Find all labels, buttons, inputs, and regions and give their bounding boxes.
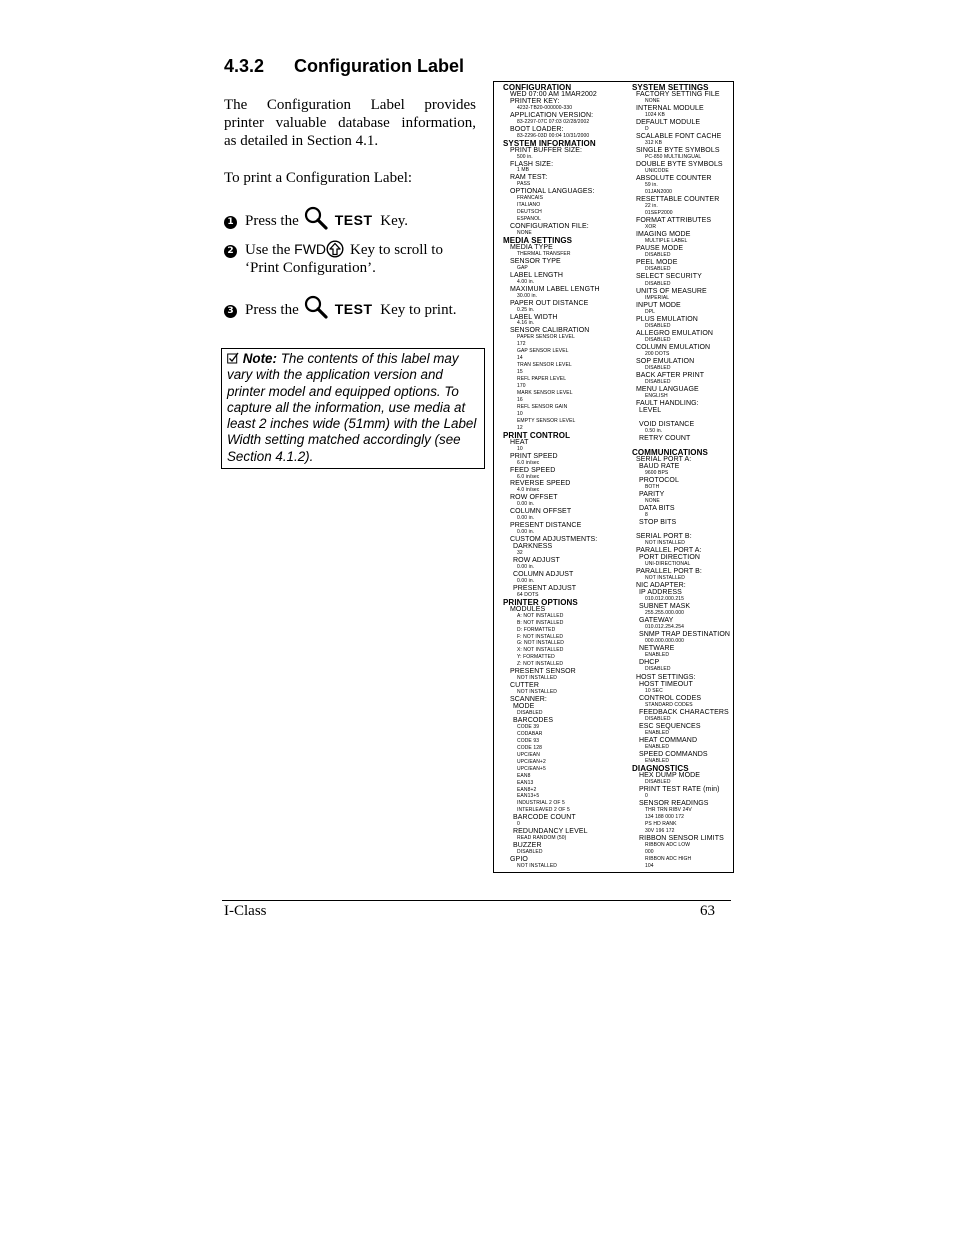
config-value: 0.00 in.	[517, 577, 535, 584]
test-key-label: TEST	[334, 212, 373, 228]
config-field-label: FLASH SIZE:	[510, 160, 554, 168]
config-section-heading: DIAGNOSTICS	[632, 763, 689, 773]
config-field-label: PARITY	[639, 491, 665, 499]
step-3-marker: 3	[224, 305, 237, 318]
config-field-label: WED 07:00 AM 1MAR2002	[510, 90, 597, 98]
config-section-heading: SYSTEM SETTINGS	[632, 83, 709, 92]
config-value: 6.0 in/sec	[517, 459, 540, 466]
config-value: NONE	[517, 230, 532, 237]
config-value: GAP	[517, 264, 528, 271]
config-field-label: INTERNAL MODULE	[636, 105, 704, 113]
config-field-label: PLUS EMULATION	[636, 315, 698, 323]
config-field-label: PRESENT ADJUST	[513, 584, 577, 592]
config-value: DISABLED	[645, 252, 671, 259]
configuration-label-left-column	[494, 82, 618, 872]
config-field-label: HEX DUMP MODE	[639, 771, 701, 779]
config-value: 59 in.	[645, 182, 658, 189]
config-value: 10 SEC	[645, 687, 663, 694]
config-value: EAN8+2	[517, 786, 537, 793]
config-field-label: PAPER OUT DISTANCE	[510, 299, 589, 307]
fwd-key-label: FWD	[294, 241, 327, 257]
config-field-label: GPIO	[510, 856, 528, 864]
config-field-label: PORT DIRECTION	[639, 554, 701, 562]
step-1-pre: Press the	[245, 213, 299, 229]
config-field-label: FACTORY SETTING FILE	[636, 91, 720, 99]
config-section-heading: SYSTEM INFORMATION	[503, 138, 596, 148]
config-value: DISABLED	[645, 266, 671, 273]
config-value: G: NOT INSTALLED	[517, 640, 564, 647]
config-field-label: SERIAL PORT A:	[636, 455, 692, 463]
config-value: ENABLED	[645, 757, 670, 764]
config-value: UPC/EAN+2	[517, 758, 546, 765]
config-value: X: NOT INSTALLED	[517, 647, 564, 654]
config-value: 0.50 in.	[645, 427, 663, 434]
config-field-label: COLUMN OFFSET	[510, 508, 572, 516]
config-field-label: SELECT SECURITY	[636, 273, 702, 281]
config-value: 83-2297-07C 07:03 02/28/2002	[517, 118, 590, 125]
config-field-label: PRINTER KEY:	[510, 97, 560, 105]
config-value: 32	[517, 550, 523, 557]
config-value: 9600 BPS	[645, 469, 669, 476]
config-value: 15	[517, 369, 523, 376]
config-field-label: SERIAL PORT B:	[636, 533, 692, 541]
config-value: BOTH	[645, 484, 660, 491]
config-field-label: RETRY COUNT	[639, 434, 691, 442]
config-value: MULTIPLE LABEL	[645, 238, 688, 245]
config-value: STANDARD CODES	[645, 701, 693, 708]
config-field-label: HEAT	[510, 438, 529, 446]
config-value: IMPERIAL	[645, 294, 670, 301]
config-value: XOR	[645, 224, 657, 231]
intro-line-2: printer valuable database information,	[224, 115, 476, 131]
config-field-label: SPEED COMMANDS	[639, 750, 708, 758]
step-2-post: Key to scroll to	[350, 242, 443, 258]
config-field-label: CONFIGURATION FILE:	[510, 223, 589, 231]
config-value: PS HD RANK	[645, 820, 677, 827]
config-field-label: MEDIA TYPE	[510, 243, 553, 251]
config-field-label: SINGLE BYTE SYMBOLS	[636, 147, 720, 155]
config-field-label: FORMAT ATTRIBUTES	[636, 217, 712, 225]
config-field-label: LABEL LENGTH	[510, 271, 564, 279]
config-section-heading: CONFIGURATION	[503, 83, 572, 92]
config-value: ENABLED	[645, 743, 670, 750]
config-field-label: RESETTABLE COUNTER	[636, 196, 720, 204]
config-value: 10	[517, 410, 523, 417]
step-3	[224, 294, 457, 320]
config-field-label: BARCODE COUNT	[513, 814, 576, 822]
config-value: Y: FORMATTED	[517, 654, 555, 661]
config-field-label: GATEWAY	[639, 617, 674, 625]
config-value: 1 MB	[517, 167, 530, 174]
config-value: ITALIANO	[517, 202, 541, 209]
config-value: 16	[517, 397, 523, 403]
config-value: 000	[645, 848, 654, 855]
intro-paragraph	[224, 96, 476, 150]
config-value: F: NOT INSTALLED	[517, 633, 564, 640]
config-field-label: FEEDBACK CHARACTERS	[639, 708, 729, 716]
note-lead: Note:	[242, 351, 277, 366]
config-field-label: PARALLEL PORT B:	[636, 568, 702, 576]
config-field-label: ALLEGRO EMULATION	[636, 329, 714, 337]
config-value: DEUTSCH	[517, 209, 542, 216]
magnifier-icon	[303, 294, 329, 320]
config-value: 12	[517, 424, 523, 431]
config-value: 6.0 in/sec	[517, 473, 540, 480]
config-field-label: NIC ADAPTER:	[636, 582, 686, 590]
config-value: UNICODE	[645, 168, 669, 175]
test-key-label: TEST	[334, 301, 373, 317]
config-field-label: NETWARE	[639, 645, 675, 653]
config-field-label: ROW ADJUST	[513, 556, 560, 564]
section-heading	[224, 56, 464, 77]
config-field-label: BAUD RATE	[639, 462, 680, 470]
config-value: EAN13+5	[517, 793, 540, 800]
config-field-label: IP ADDRESS	[639, 589, 682, 597]
config-value: 172	[517, 341, 526, 348]
config-field-label: SCANNER:	[510, 696, 547, 704]
config-value: EMPTY SENSOR LEVEL	[517, 417, 576, 424]
config-field-label: CUTTER	[510, 682, 539, 690]
config-field-label: BUZZER	[513, 842, 542, 850]
config-value: CODE 93	[517, 737, 540, 744]
config-field-label: BARCODES	[513, 716, 554, 724]
config-field-label: SENSOR TYPE	[510, 257, 561, 265]
config-value: INTERLEAVED 2 OF 5	[517, 807, 570, 814]
config-value: UPC/EAN	[517, 751, 540, 758]
config-field-label: COLUMN ADJUST	[513, 570, 574, 578]
config-value: D: FORMATTED	[517, 626, 556, 633]
config-field-label: SCALABLE FONT CACHE	[636, 133, 722, 141]
config-value: PC-850 MULTILINGUAL	[645, 154, 702, 161]
config-value: 134 188 000 172	[645, 813, 685, 820]
config-value: 1024 KB	[645, 112, 665, 119]
config-value: DISABLED	[517, 710, 543, 717]
config-value: 255.255.000.000	[645, 610, 685, 617]
config-value: DISABLED	[645, 322, 671, 329]
config-value: 01SEP2000	[645, 210, 673, 217]
config-field-label: PRINT SPEED	[510, 452, 558, 460]
intro-line-3: as detailed in Section 4.1.	[224, 133, 379, 149]
config-value: CODABAR	[517, 730, 543, 737]
configuration-label-sample	[493, 81, 734, 873]
config-field-label: ABSOLUTE COUNTER	[636, 175, 712, 183]
config-field-label: SNMP TRAP DESTINATION	[639, 631, 731, 639]
config-field-label: IMAGING MODE	[636, 231, 691, 239]
config-value: EAN13	[517, 779, 534, 786]
config-value: 10	[517, 445, 523, 452]
step-2	[224, 240, 443, 277]
config-value: THR TRN RIBV 24V	[645, 806, 692, 813]
config-value: UPC/EAN+5	[517, 765, 546, 772]
magnifier-icon	[303, 205, 329, 231]
config-value: 0.25 in.	[517, 306, 535, 313]
config-field-label: COLUMN EMULATION	[636, 343, 711, 351]
config-field-label: OPTIONAL LANGUAGES:	[510, 188, 595, 196]
config-value: REFL SENSOR GAIN	[517, 403, 568, 410]
config-value: DISABLED	[645, 778, 671, 785]
config-value: DPL	[645, 308, 656, 315]
config-field-label: RAM TEST:	[510, 174, 548, 182]
config-value: Z: NOT INSTALLED	[517, 661, 564, 668]
config-value: RIBBON ADC HIGH	[645, 855, 692, 862]
config-value: 0	[645, 792, 648, 799]
forward-arrow-icon	[326, 240, 344, 258]
config-value: 4.0 in/sec	[517, 487, 540, 494]
config-field-label: PRINT BUFFER SIZE:	[510, 146, 583, 154]
config-value: ENABLED	[645, 652, 670, 659]
config-value: 0.00 in.	[517, 529, 535, 536]
config-section-heading: COMMUNICATIONS	[632, 447, 708, 457]
note-text: The contents of this label may vary with the application version and printer model and equipped options. To capture all the information, use media at least 2 inches wide (51mm) with the Label Width setting matched accordingly (see Section 4.1.2).	[227, 351, 477, 464]
config-field-label: SOP EMULATION	[636, 357, 695, 365]
config-section-heading: MEDIA SETTINGS	[503, 236, 573, 246]
config-value: MARK SENSOR LEVEL	[517, 390, 573, 397]
config-field-label: PRINT TEST RATE (min)	[639, 785, 720, 793]
config-value: TRAN SENSOR LEVEL	[517, 362, 572, 369]
config-field-label: PRESENT SENSOR	[510, 668, 576, 676]
config-value: 010.012.254.254	[645, 624, 685, 631]
config-value: DISABLED	[517, 849, 543, 856]
config-value: 22 in.	[645, 203, 658, 210]
config-value: NOT INSTALLED	[517, 689, 558, 696]
config-value: READ RANDOM (50)	[517, 835, 567, 842]
intro-line-1: The Configuration Label provides	[224, 97, 476, 113]
config-value: 01JAN2000	[645, 189, 673, 196]
step-3-pre: Press the	[245, 302, 299, 318]
config-value: 0.00 in.	[517, 515, 535, 522]
config-field-label: HOST SETTINGS:	[636, 673, 696, 681]
config-field-label: APPLICATION VERSION:	[510, 111, 594, 119]
config-field-label: MODULES	[510, 605, 546, 613]
config-field-label: SENSOR CALIBRATION	[510, 327, 590, 335]
config-field-label: SUBNET MASK	[639, 603, 691, 611]
config-value: 010.012.000.215	[645, 596, 685, 603]
config-field-label: UNITS OF MEASURE	[636, 287, 707, 295]
config-field-label: CONTROL CODES	[639, 694, 702, 702]
config-value: 4232-TB20-000000-330	[517, 104, 573, 111]
config-value: DISABLED	[645, 336, 671, 343]
config-value: CODE 39	[517, 723, 540, 730]
config-field-label: FEED SPEED	[510, 466, 556, 474]
config-value: UNI-DIRECTIONAL	[645, 561, 691, 568]
config-value: ESPANOL	[517, 216, 541, 223]
config-field-label: HEAT COMMAND	[639, 736, 698, 744]
config-value: PAPER SENSOR LEVEL	[517, 334, 575, 341]
config-value: B: NOT INSTALLED	[517, 619, 564, 626]
config-field-label: DOUBLE BYTE SYMBOLS	[636, 161, 723, 169]
config-value: 170	[517, 383, 526, 390]
config-field-label: REVERSE SPEED	[510, 480, 571, 488]
config-value: DISABLED	[645, 715, 671, 722]
config-field-label: PEEL MODE	[636, 259, 678, 267]
config-field-label: PARALLEL PORT A:	[636, 547, 702, 555]
config-value: D	[645, 126, 649, 133]
config-field-label: DATA BITS	[639, 505, 675, 513]
config-field-label: PROTOCOL	[639, 477, 679, 484]
config-field-label: RIBBON SENSOR LIMITS	[639, 834, 724, 842]
config-field-label: MENU LANGUAGE	[636, 385, 699, 393]
config-value: REFL PAPER LEVEL	[517, 376, 567, 383]
config-field-label: STOP BITS	[639, 519, 677, 527]
step-1-marker: 1	[224, 216, 237, 229]
config-value: A: NOT INSTALLED	[517, 612, 564, 619]
step-2-line-2: ‘Print Configuration’.	[245, 260, 376, 276]
config-field-label: PRESENT DISTANCE	[510, 522, 582, 530]
config-field-label: CUSTOM ADJUSTMENTS:	[510, 536, 598, 544]
config-value: RIBBON ADC LOW	[645, 841, 691, 848]
config-section-heading: PRINT CONTROL	[503, 430, 571, 440]
config-field-label: ESC SEQUENCES	[639, 722, 701, 730]
config-value: NOT INSTALLED	[645, 575, 686, 582]
footer-page-number: 63	[700, 903, 715, 919]
config-field-label: LEVEL	[639, 406, 662, 414]
print-instructions-lead: To print a Configuration Label:	[224, 170, 413, 186]
config-value: PASS	[517, 181, 531, 188]
config-field-label: FAULT HANDLING:	[636, 399, 699, 407]
config-value: 104	[645, 862, 654, 869]
footer-rule	[222, 900, 731, 901]
config-value: DISABLED	[645, 378, 671, 385]
config-value: GAP SENSOR LEVEL	[517, 348, 569, 355]
step-1-post: Key.	[380, 213, 409, 229]
config-value: DISABLED	[645, 280, 671, 287]
section-title: Configuration Label	[294, 56, 464, 76]
config-value: 8	[645, 512, 648, 519]
config-value: 30.00 in.	[517, 292, 538, 299]
config-value: INDUSTRIAL 2 OF 5	[517, 800, 565, 807]
config-value: 0	[517, 821, 520, 828]
config-value: 200 DOTS	[645, 350, 670, 357]
section-number: 4.3.2	[224, 56, 265, 76]
config-value: DISABLED	[645, 364, 671, 371]
config-value: NOT INSTALLED	[517, 863, 558, 870]
config-value: ENGLISH	[645, 392, 668, 399]
config-field-label: BACK AFTER PRINT	[636, 371, 705, 379]
config-value: 14	[517, 355, 523, 362]
config-field-label: BOOT LOADER:	[510, 125, 564, 133]
config-field-label: VOID DISTANCE	[639, 420, 695, 428]
config-value: ENABLED	[645, 729, 670, 736]
config-value: EAN8	[517, 772, 531, 779]
config-value: 500 in.	[517, 153, 533, 160]
step-2-marker: 2	[224, 245, 237, 258]
config-field-label: MAXIMUM LABEL LENGTH	[510, 285, 600, 293]
checkbox-icon	[227, 352, 239, 364]
step-1	[224, 205, 408, 231]
config-value: 83-2296-03D 00:04 10/31/2000	[517, 132, 590, 139]
config-value: 312 KB	[645, 140, 663, 147]
step-2-pre: Use the	[245, 242, 291, 258]
config-value: 0.00 in.	[517, 501, 535, 508]
config-field-label: HOST TIMEOUT	[639, 680, 693, 688]
config-field-label: DARKNESS	[513, 543, 553, 551]
note-box	[221, 348, 485, 469]
config-value: NONE	[645, 498, 660, 505]
config-value: NOT INSTALLED	[645, 540, 686, 547]
config-field-label: DHCP	[639, 659, 660, 667]
config-field-label: MODE	[513, 703, 535, 711]
config-field-label: INPUT MODE	[636, 301, 681, 309]
step-3-post: Key to print.	[380, 302, 457, 318]
config-section-heading: PRINTER OPTIONS	[503, 597, 578, 607]
config-value: THERMAL TRANSFER	[517, 250, 571, 257]
config-value: 64 DOTS	[517, 591, 539, 598]
config-field-label: DEFAULT MODULE	[636, 119, 701, 127]
configuration-label-right-column	[628, 82, 732, 872]
config-field-label: PAUSE MODE	[636, 245, 684, 253]
config-value: 0.00 in.	[517, 563, 535, 570]
config-value: FRANCAIS	[517, 195, 544, 202]
config-value: CODE 128	[517, 744, 542, 751]
config-value: NONE	[645, 98, 660, 105]
config-field-label: ROW OFFSET	[510, 494, 558, 502]
config-value: DISABLED	[645, 666, 671, 673]
config-field-label: REDUNDANCY LEVEL	[513, 828, 588, 836]
config-value: 4.00 in.	[517, 278, 535, 285]
config-field-label: LABEL WIDTH	[510, 313, 558, 321]
config-value: 30V 196 172	[645, 827, 675, 834]
footer-product-name: I-Class	[224, 903, 267, 919]
config-value: NOT INSTALLED	[517, 675, 558, 682]
config-value: 000.000.000.000	[645, 638, 685, 645]
config-value: 4.16 in.	[517, 320, 535, 327]
config-field-label: SENSOR READINGS	[639, 799, 709, 807]
